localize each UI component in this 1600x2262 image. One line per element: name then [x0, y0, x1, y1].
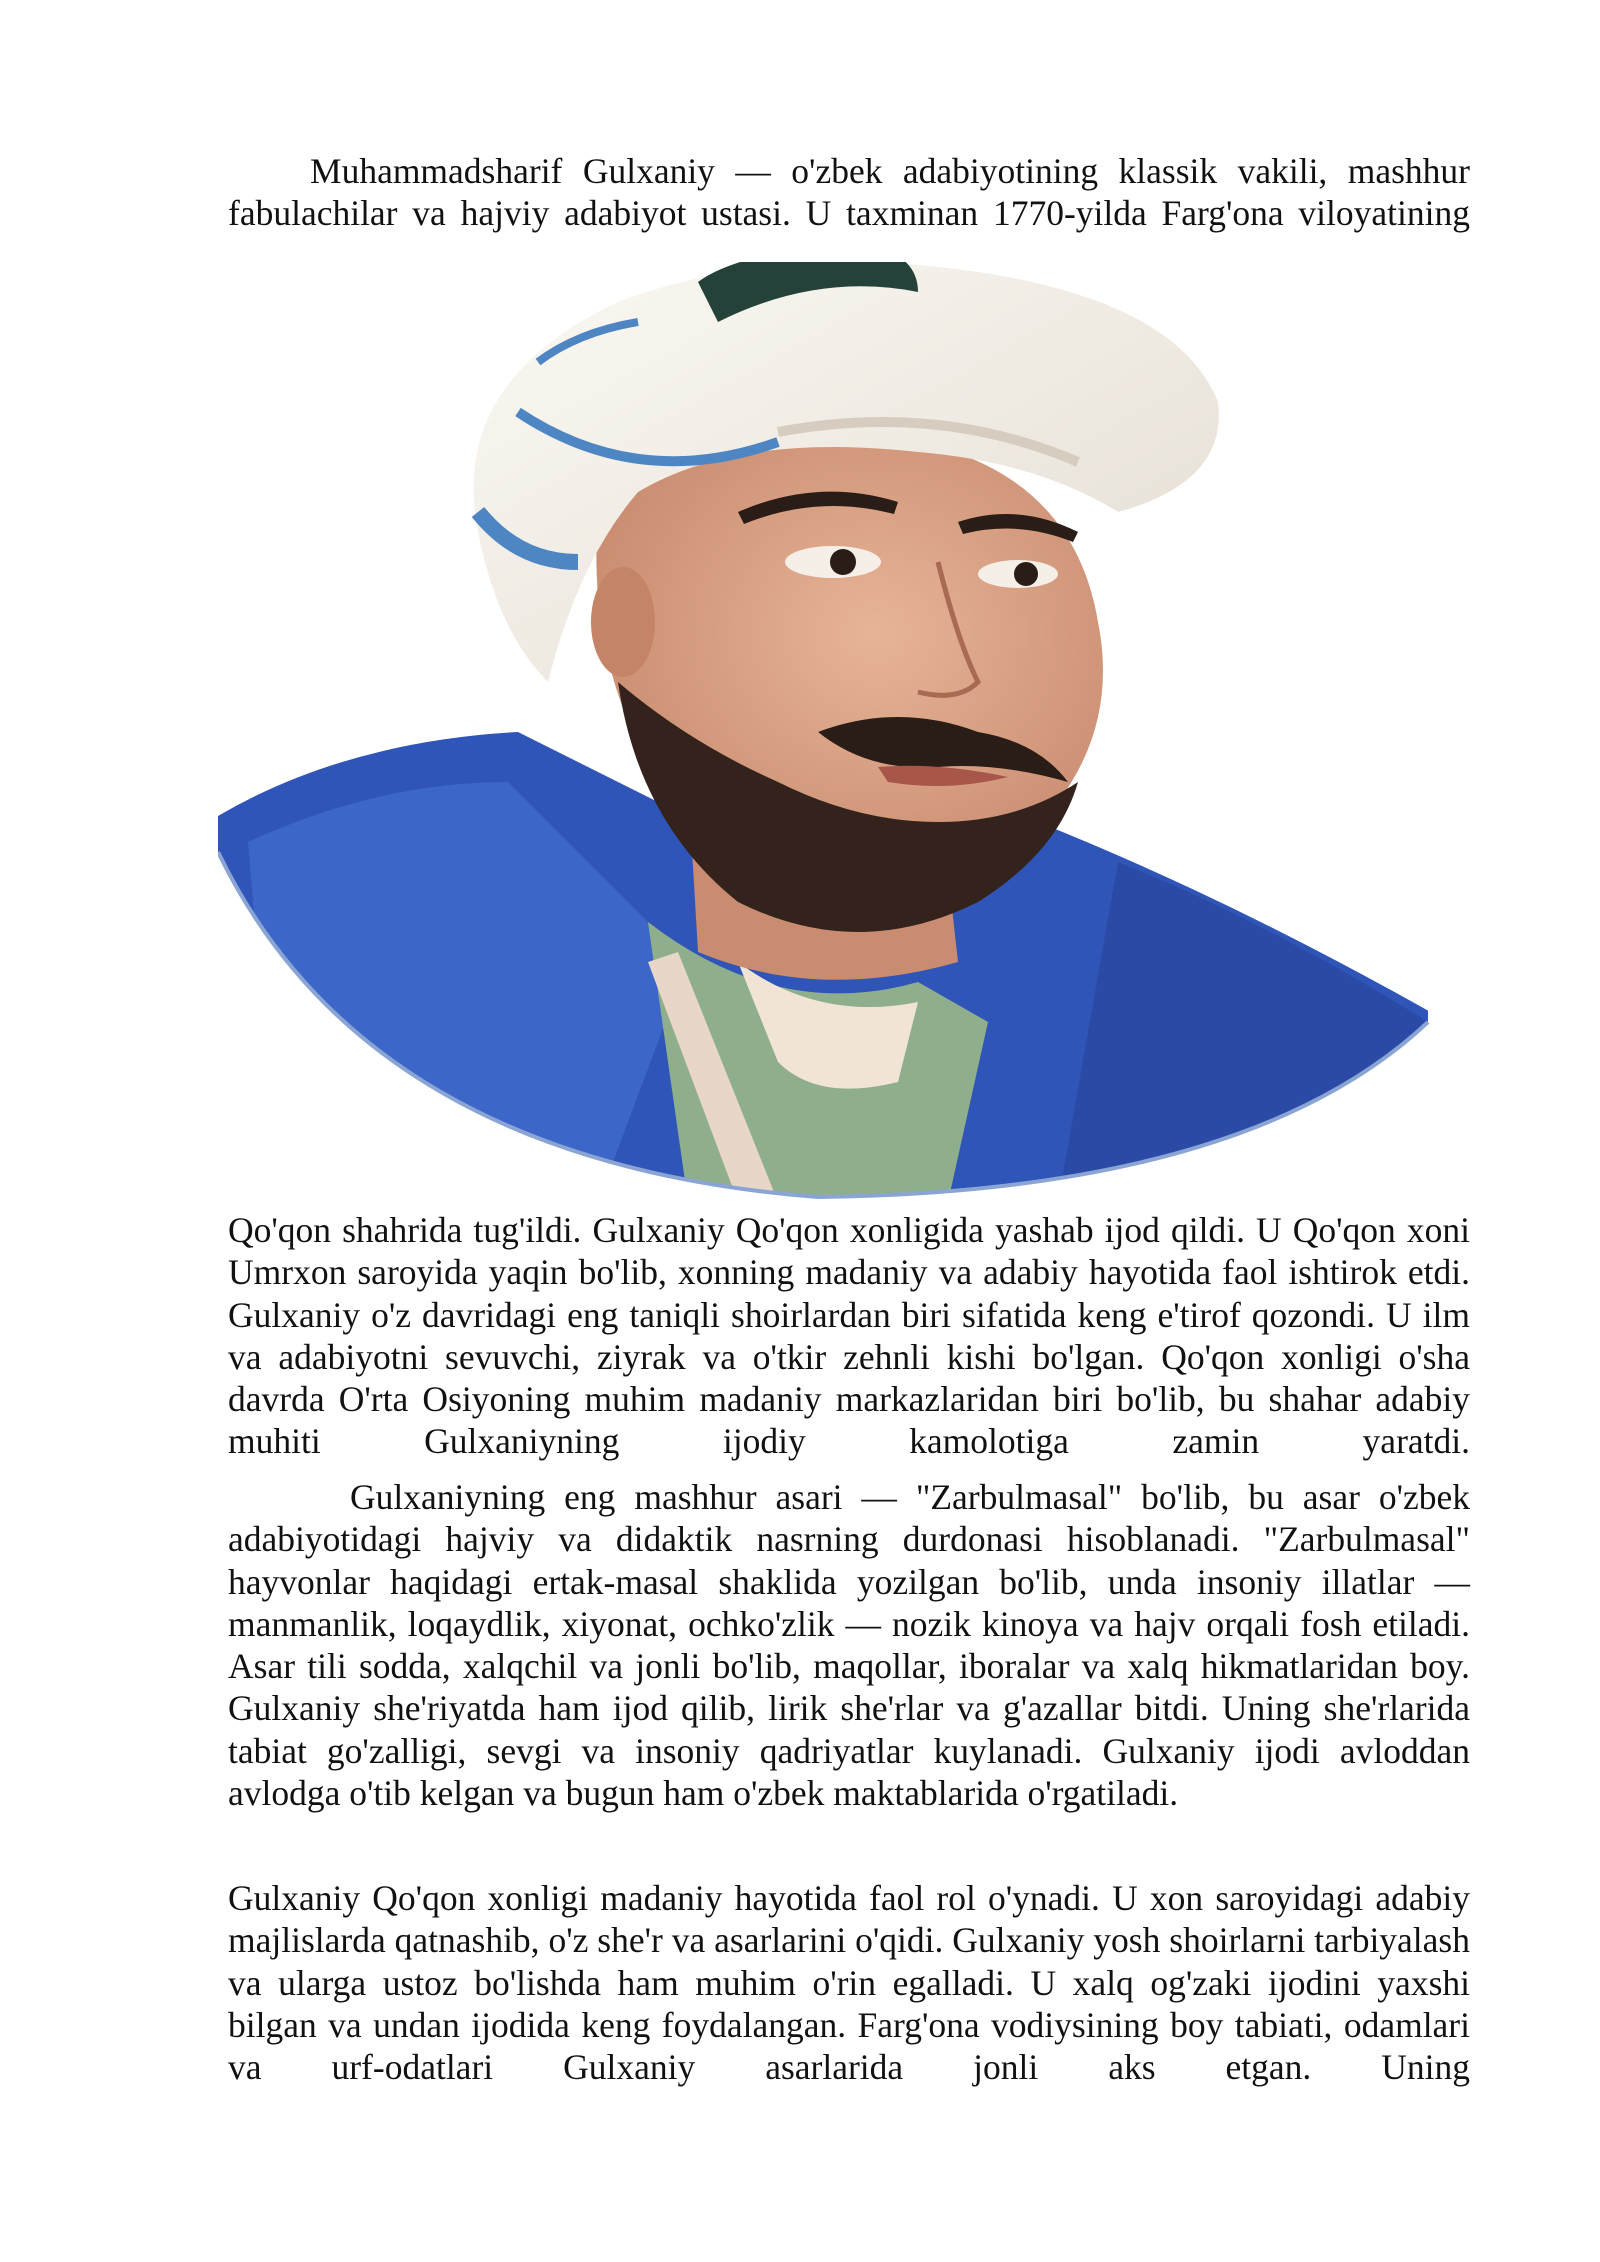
paragraph-role: Gulxaniy Qo'qon xonligi madaniy hayotida faol rol o'ynadi. U xon saroyidagi adabiy majlislarda qatnashib, o'z she'r va asarlarini o'qidi. Gulxaniy yosh shoirlarni tarbiyalash va ularga ustoz bo'lishda ham muhim o'rin egalladi. U xalq og'zaki ijodini yaxshi bilgan va undan ijodida keng foydalangan. Farg'ona vodiysining boy tabiati, odamlari va urf-odatlari Gulxaniy asarlarida jonli aks etgan. Uning	[228, 1878, 1470, 2088]
paragraph-intro: Muhammadsharif Gulxaniy — o'zbek adabiyotining klassik vakili, mashhur fabulachilar va hajviy adabiyot ustasi. U taxminan 1770-yilda Farg'ona viloyatining	[228, 151, 1470, 234]
portrait-image	[218, 262, 1448, 1202]
paragraph-birthplace: Qo'qon shahrida tug'ildi. Gulxaniy Qo'qon xonligida yashab ijod qildi. U Qo'qon xoni Umrxon saroyida yaqin bo'lib, xonning madaniy va adabiy hayotida faol ishtirok etdi. Gulxaniy o'z davridagi eng taniqli shoirlardan biri sifatida keng e'tirof qozondi. U ilm va adabiyotni sevuvchi, ziyrak va o'tkir zehnli kishi bo'lgan. Qo'qon xonligi o'sha davrda O'rta Osiyoning muhim madaniy markazlaridan biri bo'lib, bu shahar adabiy muhiti Gulxaniyning ijodiy kamolotiga zamin yaratdi.	[228, 1210, 1470, 1462]
paragraph-works: Gulxaniyning eng mashhur asari — "Zarbulmasal" bo'lib, bu asar o'zbek adabiyotidagi hajviy va didaktik nasrning durdonasi hisoblanadi. "Zarbulmasal" hayvonlar haqidagi ertak-masal shaklida yozilgan bo'lib, unda insoniy illatlar — manmanlik, loqaydlik, xiyonat, ochko'zlik — nozik kinoya va hajv orqali fosh etiladi. Asar tili sodda, xalqchil va jonli bo'lib, maqollar, iboralar va xalq hikmatlaridan boy. Gulxaniy she'riyatda ham ijod qilib, lirik she'rlar va g'azallar bitdi. Uning she'rlarida tabiat go'zalligi, sevgi va insoniy qadriyatlar kuylanadi. Gulxaniy ijodi avloddan avlodga o'tib kelgan va bugun ham o'zbek maktablarida o'rgatiladi.	[228, 1477, 1470, 1814]
